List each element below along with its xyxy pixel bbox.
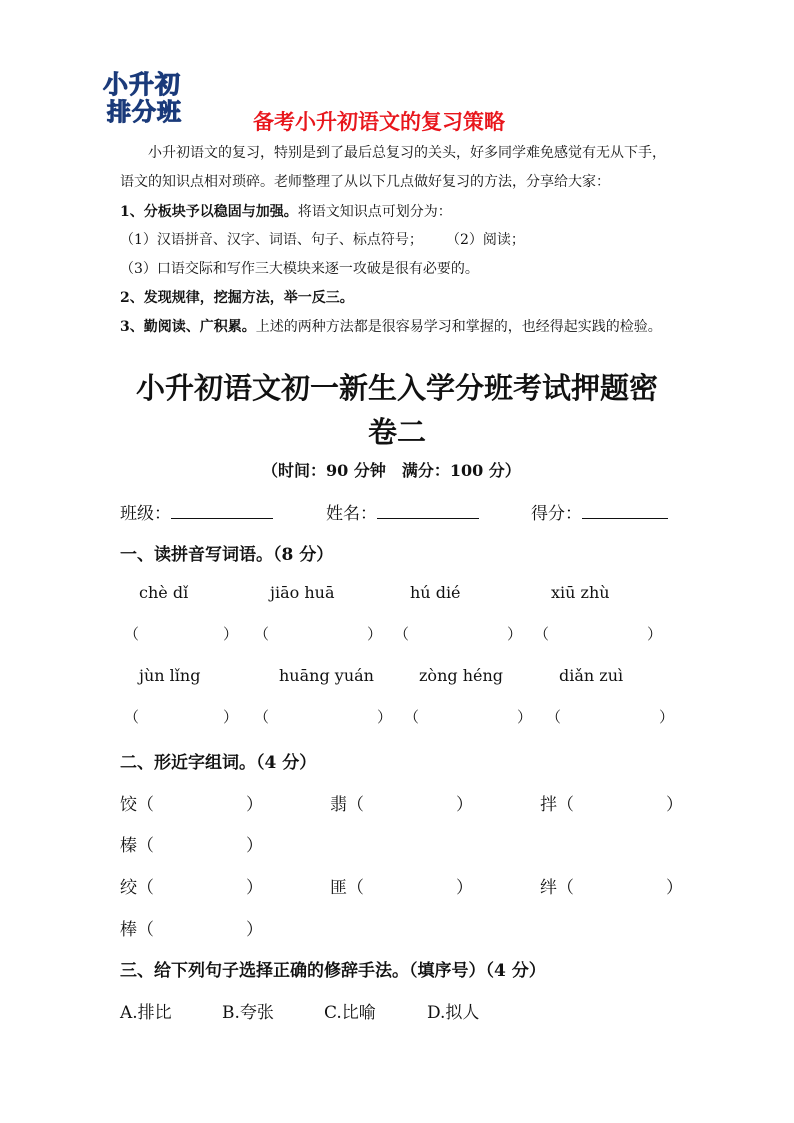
intro-sub-1: （1）汉语拼音、汉字、词语、句子、标点符号； — [120, 232, 423, 248]
score-blank[interactable] — [582, 517, 668, 519]
pinyin-2: jiāo huā — [270, 583, 335, 602]
option-c: C.比喻 — [324, 1003, 376, 1023]
intro-line-2: 语文的知识点相对琐碎。老师整理了从以下几点做好复习的方法，分享给大家： — [120, 174, 610, 190]
logo-text-top: 小升初 — [103, 70, 182, 99]
char-item-2: 翡（ ） — [330, 795, 473, 815]
pinyin-3: hú dié — [410, 583, 461, 602]
name-label: 姓名： — [326, 504, 377, 524]
name-field — [326, 499, 479, 524]
logo-text-bottom: 排分班 — [107, 98, 182, 126]
answer-paren-8[interactable]: （ ） — [546, 708, 675, 726]
answer-paren-5[interactable]: （ ） — [124, 708, 239, 726]
char-item-1: 饺（ ） — [120, 795, 263, 815]
pinyin-4: xiū zhù — [551, 583, 610, 602]
section-3-heading: 三、给下列句子选择正确的修辞手法。（填序号）（4 分） — [120, 961, 546, 981]
answer-paren-3[interactable]: （ ） — [394, 625, 523, 643]
option-b: B.夸张 — [222, 1003, 274, 1023]
pinyin-1: chè dǐ — [139, 583, 189, 602]
char-item-6: 匪（ ） — [330, 878, 473, 898]
intro-item-2-bold: 2、发现规律，挖掘方法，举一反三。 — [120, 290, 354, 306]
exam-title-line-2: 卷二 — [367, 415, 426, 449]
class-field — [120, 499, 273, 524]
intro-sub-3: （3）口语交际和写作三大模块来逐一攻破是很有必要的。 — [120, 261, 479, 277]
pinyin-8: diǎn zuì — [559, 666, 624, 685]
answer-paren-2[interactable]: （ ） — [254, 625, 383, 643]
exam-meta: （时间：90 分钟 满分：100 分） — [262, 461, 521, 480]
answer-paren-6[interactable]: （ ） — [254, 708, 393, 726]
exam-title-line-1: 小升初语文初一新生入学分班考试押题密 — [135, 371, 658, 405]
option-d: D.拟人 — [427, 1003, 480, 1023]
header-title: 备考小升初语文的复习策略 — [253, 110, 505, 134]
score-field — [531, 499, 668, 524]
char-item-7: 绊（ ） — [540, 878, 683, 898]
option-a: A.排比 — [120, 1003, 172, 1023]
class-blank[interactable] — [171, 517, 273, 519]
answer-paren-4[interactable]: （ ） — [534, 625, 663, 643]
intro-item-3-bold: 3、勤阅读、广积累。 — [120, 319, 256, 335]
intro-item-1 — [120, 205, 452, 219]
char-item-8: 棒（ ） — [120, 920, 263, 940]
class-label: 班级： — [120, 504, 171, 524]
intro-item-1-bold: 1、分板块予以稳固与加强。 — [120, 204, 298, 220]
answer-paren-7[interactable]: （ ） — [404, 708, 533, 726]
intro-item-2 — [120, 291, 354, 305]
intro-sub-2: （2）阅读； — [446, 232, 525, 248]
intro-item-3 — [120, 320, 662, 334]
intro-item-3-rest: 上述的两种方法都是很容易学习和掌握的，也经得起实践的检验。 — [255, 319, 662, 335]
char-item-5: 绞（ ） — [120, 878, 263, 898]
pinyin-7: zòng héng — [419, 666, 504, 685]
logo-image — [103, 68, 211, 128]
intro-item-1-rest: 将语文知识点可划分为： — [297, 204, 452, 220]
pinyin-6: huāng yuán — [279, 666, 374, 685]
char-item-3: 拌（ ） — [540, 795, 683, 815]
answer-paren-1[interactable]: （ ） — [124, 625, 239, 643]
intro-line-1: 小升初语文的复习，特别是到了最后总复习的关头，好多同学难免感觉有无从下手， — [148, 145, 666, 161]
name-blank[interactable] — [377, 517, 479, 519]
score-label: 得分： — [531, 504, 582, 524]
char-item-4: 榛（ ） — [120, 836, 263, 856]
section-2-heading: 二、形近字组词。（4 分） — [120, 753, 317, 773]
section-1-heading: 一、读拼音写词语。（8 分） — [120, 545, 334, 565]
pinyin-5: jùn lǐng — [139, 666, 201, 685]
